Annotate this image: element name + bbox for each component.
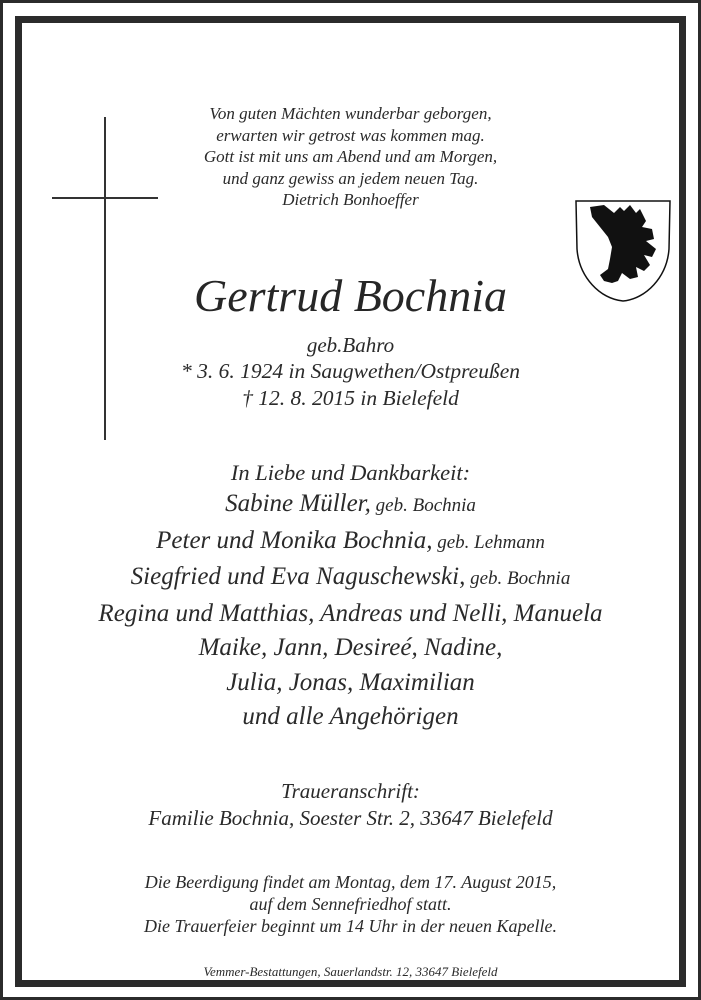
address-label: Traueranschrift:	[281, 779, 420, 803]
obituary-frame	[15, 16, 686, 987]
funeral-details	[22, 871, 679, 937]
mourner-line: Siegfried und Eva Naguschewski, geb. Bochnia	[130, 563, 571, 590]
quote-line: erwarten wir getrost was kommen mag.	[216, 125, 485, 145]
undertaker-info: Vemmer-Bestattungen, Sauerlandstr. 12, 33647 Bielefeld	[203, 964, 498, 979]
quote-line: Gott ist mit uns am Abend und am Morgen,	[203, 147, 498, 166]
quote-block	[22, 103, 679, 211]
death-date: † 12. 8. 2015 in Bielefeld	[242, 386, 459, 410]
mourner-line: Maike, Jann, Desireé, Nadine,	[198, 634, 503, 661]
deceased-name: Gertrud Bochnia	[193, 270, 507, 321]
mourner-line: Julia, Jonas, Maximilian	[226, 668, 475, 696]
address-value: Familie Bochnia, Soester Str. 2, 33647 Bielefeld	[148, 806, 553, 830]
born-name: geb.Bahro	[306, 333, 395, 357]
mourners-list	[22, 487, 679, 735]
mourner-line: Peter und Monika Bochnia, geb. Lehmann	[156, 526, 545, 554]
funeral-line: Die Beerdigung findet am Montag, dem 17. August 2015,	[144, 872, 557, 892]
funeral-line: auf dem Sennefriedhof statt.	[249, 894, 452, 914]
mourner-line: und alle Angehörigen	[242, 703, 459, 730]
mourner-line: Sabine Müller, geb. Bochnia	[225, 490, 476, 517]
funeral-line: Die Trauerfeier beginnt um 14 Uhr in der neuen Kapelle.	[144, 916, 557, 936]
quote-line: Von guten Mächten wunderbar geborgen,	[209, 104, 492, 123]
mourning-address	[22, 778, 679, 832]
birth-date: * 3. 6. 1924 in Saugwethen/Ostpreußen	[181, 359, 520, 383]
mourners-intro: In Liebe und Dankbarkeit:	[230, 460, 471, 485]
quote-author: Dietrich Bonhoeffer	[282, 190, 419, 209]
quote-line: und ganz gewiss an jedem neuen Tag.	[222, 168, 479, 188]
life-dates	[22, 358, 679, 412]
mourner-line: Regina und Matthias, Andreas und Nelli, Manuela	[98, 599, 603, 627]
